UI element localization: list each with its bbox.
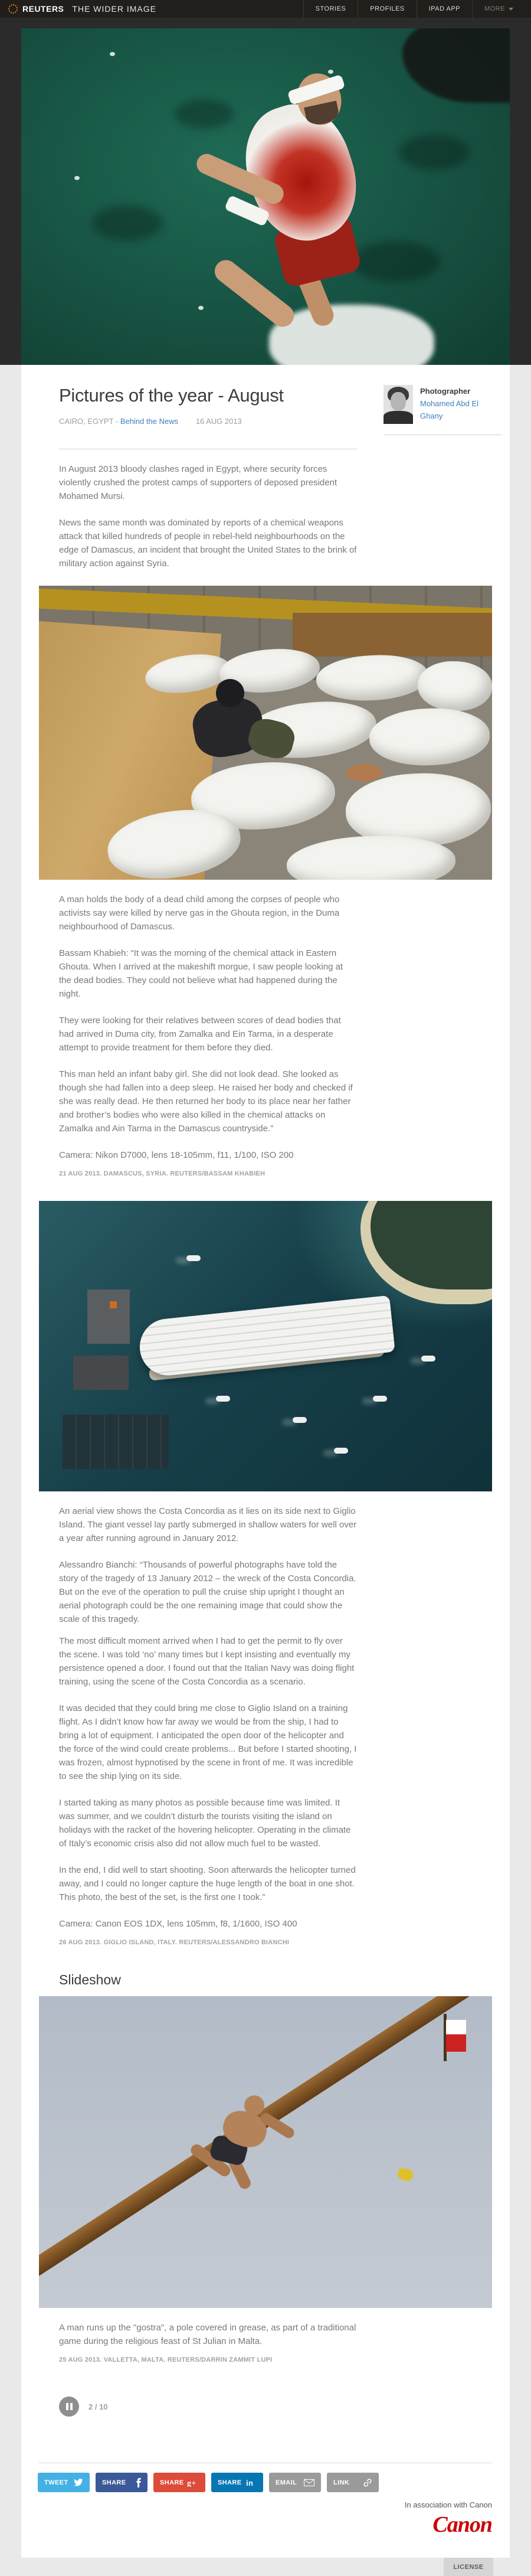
svg-text:g+: g+: [187, 2479, 196, 2487]
fig2-boat: [216, 1396, 230, 1402]
pause-icon: [66, 2403, 68, 2410]
hero-shadow-blotch: [352, 241, 440, 282]
license-strip: [21, 2558, 510, 2576]
twitter-icon: [74, 2479, 83, 2487]
hero-shadow-blotch: [399, 135, 470, 170]
pause-button[interactable]: [59, 2397, 79, 2417]
link-button[interactable]: LINK: [327, 2473, 379, 2492]
share-row: [38, 2473, 510, 2492]
facebook-share-button[interactable]: SHARE: [96, 2473, 148, 2492]
fig1-crouching-man-head: [216, 679, 244, 707]
site-title: THE WIDER IMAGE: [72, 4, 156, 14]
caption-paragraph: This man held an infant baby girl. She did not look dead. She looked as though she had fallen into a deep sleep. He raised her body and checked if she was really dead. He then returned her body to its place near her father and brother’s bodies who were also killed in the chemical attacks on Zamalka and Ain Tarma in the Damascus countryside.”: [59, 1069, 353, 1134]
brand-reuters: REUTERS: [22, 4, 64, 14]
fig2-crane: [110, 1301, 117, 1308]
hero-speck: [110, 52, 115, 56]
photo-damascus-morgue: [39, 586, 492, 880]
camera-info: Camera: Nikon D7000, lens 18-105mm, f11, 1/100, ISO 200: [59, 1150, 294, 1160]
chevron-down-icon: [509, 8, 513, 11]
caption-paragraph: An aerial view shows the Costa Concordia as it lies on its side next to Giglio Island. The giant vessel lay partly submerged in shallow waters for well over a year after running aground in January 2012.: [59, 1506, 357, 1543]
hero-shoes-shape: [402, 28, 510, 103]
fig3-greased-pole: [39, 1996, 492, 2296]
slideshow-credit: 25 AUG 2013. VALLETTA, MALTA. REUTERS/DARRIN ZAMMIT LUPI: [59, 2356, 273, 2363]
fig1-shrouded-body: [368, 706, 490, 767]
hero-section: [0, 18, 531, 365]
photo-credit: 21 AUG 2013. DAMASCUS, SYRIA. REUTERS/BASSAM KHABIEH: [59, 1170, 266, 1177]
nav-ipad-app[interactable]: IPAD APP: [417, 0, 472, 18]
intro-paragraph: News the same month was dominated by reports of a chemical weapons attack that killed hundreds of people in rebel-held neighbourhoods on the edge of Damascus, an incident that brought the United States to the brink of military action against Syria.: [59, 518, 357, 569]
photographer-avatar[interactable]: [384, 385, 413, 424]
reuters-logo-icon: [8, 4, 18, 14]
caption-paragraph: In the end, I did well to start shooting. Soon afterwards the helicopter turned away, and I could no longer capture the huge length of the boat in one shot. This photo, the best of the set, is the first one I took.”: [59, 1865, 356, 1902]
link-icon: [363, 2478, 372, 2487]
caption-paragraph: It was decided that they could bring me close to Giglio Island on a training flight. As I didn’t know how far away we would be from the ship, I had to bring a lot of equipment. I anticipated the open door of the helicopter and the force of the wind could create problems... But before I started shooting, I was frozen, almost hypnotised by the scene in front of me. It was incredible to see the ship lying on its side.: [59, 1703, 357, 1781]
hero-speck: [328, 70, 333, 74]
category-link[interactable]: Behind the News: [120, 417, 179, 426]
fig2-boat: [373, 1396, 387, 1402]
intro-text: [21, 462, 366, 570]
nav-more[interactable]: MORE: [472, 0, 525, 18]
photo-costa-concordia: [39, 1201, 492, 1491]
sponsor-block: [21, 2500, 492, 2538]
slideshow-caption: A man runs up the "gostra", a pole covered in grease, as part of a traditional game during the religious feast of St Julian in Malta.: [59, 2323, 356, 2346]
linkedin-share-button[interactable]: SHARE in: [211, 2473, 263, 2492]
top-bar: [0, 0, 531, 18]
svg-text:in: in: [246, 2478, 254, 2487]
caption-paragraph: The most difficult moment arrived when I had to get the permit to fly over the scene. I was told ‘no’ many times but I kept insisting and eventually my persistence opened a door. I found out that the Italian Navy was doing flight training, using the scene of the Costa Concordia as a scenario.: [59, 1636, 355, 1687]
page-title: Pictures of the year - August: [59, 385, 284, 406]
hero-speck: [74, 176, 80, 180]
slideshow-heading: Slideshow: [59, 1972, 121, 1987]
avatar-face-shape: [391, 392, 406, 411]
fig2-boat: [334, 1448, 348, 1454]
fig2-boat: [293, 1417, 307, 1423]
slideshow-text: [21, 2321, 366, 2363]
fig1-planks: [293, 613, 492, 657]
fig1-skin-patch: [346, 764, 382, 782]
fig2-boat: [421, 1356, 435, 1362]
caption-paragraph: A man holds the body of a dead child among the corpses of people who activists say were killed by nerve gas in the Ghouta region, in the Duma neighbourhood of Damascus.: [59, 894, 340, 932]
byline-date: 16 AUG 2013: [195, 417, 242, 426]
fig3-runner-head: [244, 2095, 264, 2115]
slideshow-image-gostra[interactable]: [39, 1996, 492, 2308]
linkedin-icon: [246, 2478, 257, 2487]
email-button[interactable]: EMAIL: [269, 2473, 321, 2492]
top-navigation: [303, 0, 525, 18]
fig3-falling-object: [396, 2166, 414, 2183]
hero-shadow-blotch: [92, 205, 163, 241]
fig3-flag: [446, 2020, 466, 2052]
fig2-boat: [186, 1255, 201, 1261]
photographer-box: [384, 385, 502, 435]
avatar-suit-shape: [384, 411, 413, 424]
license-button[interactable]: LICENSE: [444, 2558, 493, 2576]
hero-image: [21, 28, 510, 365]
google-plus-share-button[interactable]: SHARE g+: [153, 2473, 205, 2492]
camera-info: Camera: Canon EOS 1DX, lens 105mm, f8, 1/1600, ISO 400: [59, 1919, 297, 1929]
byline-separator: -: [115, 417, 119, 426]
fig1-shrouded-body: [417, 660, 492, 712]
hero-speck: [198, 306, 204, 310]
association-text: In association with Canon: [404, 2500, 492, 2509]
caption-paragraph: I started taking as many photos as possible because time was limited. It was summer, and we couldn’t disturb the tourists visiting the island on holidays with the racket of the hovering helicopter. Operating in the climate of Italy’s economic crisis also did not allow much fuel to be wasted.: [59, 1798, 351, 1849]
section2-text: [21, 1504, 366, 1946]
title-block: [21, 365, 510, 435]
pause-icon: [70, 2403, 73, 2410]
tweet-button[interactable]: TWEET: [38, 2473, 90, 2492]
slide-counter: 2 / 10: [88, 2402, 108, 2411]
fig2-platform: [63, 1415, 169, 1469]
photographer-name-link[interactable]: Mohamed Abd El Ghany: [420, 399, 479, 420]
caption-paragraph: Alessandro Bianchi: “Thousands of powerful photographs have told the story of the tragedy of 13 January 2012 – the wreck of the Costa Concordia. But on the eve of the operation to pull the cruise ship upright I thought an aerial photograph could be the one remaining image that could show the scale of this tragedy.: [59, 1560, 356, 1624]
google-plus-icon: [187, 2479, 199, 2487]
intro-paragraph: In August 2013 bloody clashes raged in Egypt, where security forces violently crushed the protest camps of supporters of deposed president Mohamed Mursi.: [59, 464, 337, 501]
nav-profiles[interactable]: PROFILES: [358, 0, 416, 18]
section1-text: [21, 893, 366, 1177]
byline-location: CAIRO, EGYPT: [59, 417, 114, 426]
slideshow-controls: [59, 2397, 510, 2417]
nav-stories[interactable]: STORIES: [303, 0, 358, 18]
facebook-icon: [136, 2478, 141, 2487]
photo-credit: 26 AUG 2013. GIGLIO ISLAND, ITALY. REUTERS/ALESSANDRO BIANCHI: [59, 1939, 290, 1946]
canon-logo[interactable]: Canon: [432, 2512, 492, 2537]
fig2-barge: [73, 1356, 129, 1390]
envelope-icon: [304, 2479, 314, 2486]
photographer-label: Photographer: [420, 387, 471, 396]
article-card: [21, 365, 510, 2558]
hero-shadow-blotch: [175, 99, 234, 129]
caption-paragraph: They were looking for their relatives between scores of dead bodies that had arrived in Duma city, from Zamalka and Ein Tarma, in a desperate attempt to provide treatment for them before they died.: [59, 1016, 341, 1053]
caption-paragraph: Bassam Khabieh: “It was the morning of the chemical attack in Eastern Ghouta. When I arrived at the makeshift morgue, I saw people looking at the dead bodies. They could not believe what had happened during the night.: [59, 948, 343, 999]
fig2-barge: [87, 1289, 130, 1344]
